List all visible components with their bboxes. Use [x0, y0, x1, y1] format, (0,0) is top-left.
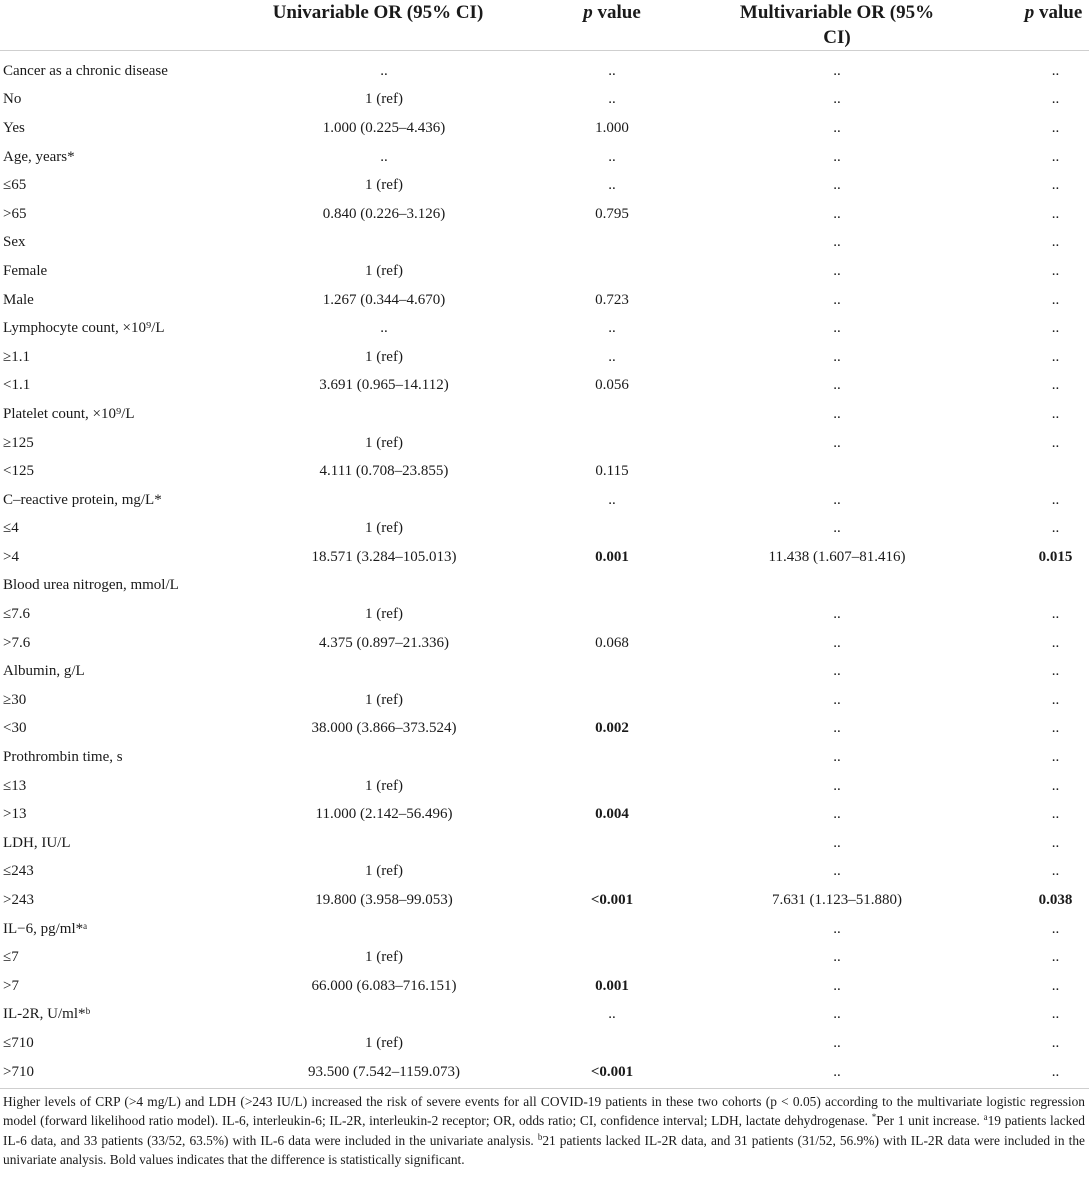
multivariable-or-cell: .. — [833, 663, 841, 680]
univariable-p-cell: 0.115 — [595, 463, 629, 480]
univariable-p-cell: .. — [608, 91, 616, 108]
table-row — [0, 915, 1089, 944]
univariable-p-cell — [506, 515, 706, 544]
multivariable-p-cell: .. — [1051, 663, 1060, 680]
univariable-p-cell: 0.001 — [595, 977, 629, 994]
univariable-or-cell: 11.000 (2.142–56.496) — [315, 806, 453, 823]
univariable-p-cell: .. — [608, 62, 616, 79]
table-row — [0, 171, 1089, 200]
row-label: >710 — [0, 1058, 250, 1089]
multivariable-or-cell: .. — [833, 320, 841, 337]
table-row — [0, 629, 1089, 658]
row-label: Cancer as a chronic disease — [3, 62, 168, 79]
univariable-p-cell: 1.000 — [595, 119, 629, 136]
header-variable — [0, 0, 250, 51]
header-univariable-or: Univariable OR (95% CI) — [250, 0, 506, 51]
multivariable-or-cell: .. — [833, 377, 841, 394]
univariable-p-cell: <0.001 — [506, 1058, 706, 1089]
multivariable-or-cell: .. — [833, 634, 841, 651]
univariable-p-cell: 0.004 — [595, 806, 629, 823]
multivariable-or-cell: .. — [833, 291, 841, 308]
table-row — [0, 1001, 1089, 1030]
univariable-p-cell — [506, 1029, 706, 1058]
univariable-p-cell — [506, 858, 706, 887]
table-row — [0, 314, 1089, 343]
table-row — [0, 286, 1089, 315]
table-row — [0, 86, 1089, 115]
multivariable-or-cell: .. — [833, 977, 841, 994]
row-label: >7.6 — [3, 634, 31, 651]
multivariable-p-cell: .. — [1051, 377, 1060, 394]
univariable-p-cell — [506, 572, 706, 601]
row-label: Age, years* — [3, 148, 75, 165]
univariable-p-cell — [506, 915, 706, 944]
row-label: ≤4 — [3, 520, 19, 537]
multivariable-p-cell: .. — [1051, 920, 1060, 937]
table-row — [0, 200, 1089, 229]
table-row — [0, 572, 1089, 601]
univariable-p-cell — [506, 743, 706, 772]
table-footnote — [3, 1092, 1085, 1170]
multivariable-or-cell: .. — [833, 720, 841, 737]
univariable-or-cell: 93.500 (7.542–1159.073) — [250, 1058, 506, 1089]
multivariable-p-cell: .. — [1051, 491, 1060, 508]
multivariable-or-cell: .. — [833, 491, 841, 508]
table-row — [0, 257, 1089, 286]
header-multivariable-or: Multivariable OR (95% CI) — [706, 0, 938, 51]
footnote-sup-star: * — [871, 1112, 877, 1123]
univariable-or-cell: 1.000 (0.225–4.436) — [322, 119, 446, 136]
table-row — [0, 486, 1089, 515]
univariable-or-cell: 1 (ref) — [365, 691, 403, 708]
multivariable-or-cell: .. — [833, 863, 841, 880]
row-label: Blood urea nitrogen, mmol/L — [3, 577, 179, 594]
multivariable-or-cell — [706, 572, 938, 601]
table-row — [0, 943, 1089, 972]
row-label: Platelet count, ×10⁹/L — [3, 405, 135, 422]
multivariable-p-cell: .. — [1051, 720, 1060, 737]
multivariable-or-cell: .. — [833, 205, 841, 222]
table-row — [0, 858, 1089, 887]
univariable-p-cell: 0.056 — [595, 377, 629, 394]
multivariable-p-cell: .. — [1051, 1006, 1060, 1023]
footnote-sup-a: a — [983, 1112, 988, 1123]
header-multivariable-p — [938, 0, 1089, 51]
univariable-or-cell — [250, 915, 506, 944]
row-label: ≤13 — [3, 777, 27, 794]
multivariable-or-cell: .. — [833, 91, 841, 108]
table-row — [0, 1058, 1089, 1089]
multivariable-p-cell: .. — [1051, 520, 1060, 537]
row-label: Albumin, g/L — [3, 663, 85, 680]
univariable-p-cell: .. — [608, 1006, 616, 1023]
header-p-rest: value — [1034, 2, 1083, 23]
multivariable-or-cell: .. — [833, 234, 841, 251]
multivariable-p-cell: .. — [1051, 119, 1060, 136]
univariable-p-cell: .. — [608, 177, 616, 194]
multivariable-or-cell: .. — [833, 1006, 841, 1023]
multivariable-p-cell: .. — [1051, 949, 1060, 966]
multivariable-p-cell: .. — [1051, 62, 1060, 79]
univariable-p-cell — [506, 600, 706, 629]
univariable-or-cell: 1 (ref) — [365, 262, 403, 279]
univariable-p-cell — [506, 429, 706, 458]
univariable-p-cell — [506, 257, 706, 286]
table-row — [0, 229, 1089, 258]
row-label: ≥30 — [3, 691, 27, 708]
row-label: ≥1.1 — [3, 348, 30, 365]
row-label: ≤710 — [3, 1034, 34, 1051]
univariable-p-cell: 0.795 — [595, 205, 629, 222]
row-label: ≤7 — [3, 949, 19, 966]
univariable-or-cell — [250, 1001, 506, 1030]
multivariable-p-cell: .. — [1051, 291, 1060, 308]
univariable-or-cell — [250, 743, 506, 772]
univariable-or-cell — [250, 657, 506, 686]
row-label: LDH, IU/L — [3, 834, 71, 851]
multivariable-or-cell: .. — [706, 1058, 938, 1089]
row-label: No — [3, 91, 22, 108]
row-label: ≥125 — [3, 434, 34, 451]
multivariable-p-cell — [938, 457, 1089, 486]
univariable-p-cell: 0.001 — [595, 548, 629, 565]
univariable-p-cell: 0.723 — [595, 291, 629, 308]
row-label: IL−6, pg/ml*ᵃ — [3, 920, 88, 937]
table-row — [0, 800, 1089, 829]
header-univariable-p — [506, 0, 706, 51]
univariable-or-cell: 1 (ref) — [365, 863, 403, 880]
table-header — [0, 0, 1089, 51]
multivariable-p-cell: .. — [1051, 262, 1060, 279]
multivariable-or-cell: .. — [833, 434, 841, 451]
table-row — [0, 657, 1089, 686]
footnote-text: 21 patients lacked IL-2R data, and 31 patients (31/52, 56.9%) with IL-2R data were included in the univariate analysis. Bold values indicates that the difference is statistically significant. — [3, 1132, 1085, 1168]
row-label: Sex — [3, 234, 26, 251]
footnote-text: Higher levels of CRP (>4 mg/L) and LDH (>243 IU/L) increased the risk of severe events for all COVID-19 patients in these two cohorts (p < 0.05) according to the multivariate logistic regression model (forward likelihood ratio model). IL-6, interleukin-6; IL-2R, interleukin-2 receptor; OR, odds ratio; CI, confidence interval; LDH, lactate dehydrogenase. — [3, 1094, 1085, 1129]
univariable-p-cell: .. — [608, 491, 616, 508]
table-row — [0, 600, 1089, 629]
row-label: >65 — [3, 205, 27, 222]
multivariable-or-cell: .. — [833, 920, 841, 937]
table-row — [0, 543, 1089, 572]
univariable-p-cell — [506, 943, 706, 972]
univariable-p-cell: 0.002 — [595, 720, 629, 737]
row-label: >243 — [3, 892, 34, 909]
univariable-or-cell: 0.840 (0.226–3.126) — [322, 205, 446, 222]
table-row — [0, 972, 1089, 1001]
multivariable-p-cell: .. — [1051, 634, 1060, 651]
multivariable-or-cell: .. — [833, 520, 841, 537]
row-label: ≤7.6 — [3, 606, 30, 623]
multivariable-or-cell — [706, 457, 938, 486]
row-label: Yes — [3, 119, 25, 136]
multivariable-p-cell: 0.038 — [1038, 892, 1073, 909]
multivariable-or-cell: .. — [833, 606, 841, 623]
univariable-p-cell — [506, 400, 706, 429]
footnote-sup-b: b — [537, 1131, 543, 1142]
row-label: C–reactive protein, mg/L* — [3, 491, 162, 508]
univariable-or-cell: .. — [380, 320, 388, 337]
table-row — [0, 829, 1089, 858]
univariable-or-cell: 1 (ref) — [365, 520, 403, 537]
univariable-or-cell: 19.800 (3.958–99.053) — [315, 892, 453, 909]
univariable-p-cell: .. — [608, 348, 616, 365]
univariable-p-cell — [506, 772, 706, 801]
multivariable-or-cell: .. — [833, 806, 841, 823]
table-row — [0, 143, 1089, 172]
table-row — [0, 457, 1089, 486]
multivariable-or-cell: .. — [833, 834, 841, 851]
univariable-or-cell — [250, 486, 506, 515]
table-row — [0, 343, 1089, 372]
multivariable-or-cell: .. — [833, 62, 841, 79]
multivariable-p-cell: .. — [1051, 1034, 1060, 1051]
row-label: <30 — [3, 720, 27, 737]
multivariable-or-cell: .. — [833, 148, 841, 165]
multivariable-p-cell: .. — [1051, 405, 1060, 422]
table-row — [0, 772, 1089, 801]
multivariable-or-cell: 11.438 (1.607–81.416) — [768, 548, 906, 565]
univariable-p-cell — [506, 686, 706, 715]
multivariable-or-cell: .. — [833, 949, 841, 966]
univariable-or-cell: 1 (ref) — [365, 91, 403, 108]
row-label: ≤243 — [3, 863, 34, 880]
table-row — [0, 886, 1089, 915]
header-p-italic: p — [1024, 2, 1035, 23]
univariable-or-cell: 1 (ref) — [365, 606, 403, 623]
univariable-or-cell: 66.000 (6.083–716.151) — [311, 977, 457, 994]
univariable-or-cell: 4.375 (0.897–21.336) — [319, 634, 449, 651]
row-label: <125 — [3, 463, 34, 480]
univariable-p-cell: .. — [608, 148, 616, 165]
univariable-or-cell — [250, 829, 506, 858]
multivariable-or-cell: .. — [833, 119, 841, 136]
table-row — [0, 686, 1089, 715]
row-label: >7 — [3, 977, 19, 994]
multivariable-or-cell: 7.631 (1.123–51.880) — [772, 892, 902, 909]
multivariable-or-cell: .. — [833, 348, 841, 365]
row-label: ≤65 — [3, 177, 27, 194]
univariable-or-cell: .. — [380, 148, 388, 165]
table-body — [0, 51, 1089, 1089]
multivariable-or-cell: .. — [833, 777, 841, 794]
univariable-p-cell: .. — [608, 320, 616, 337]
footnote-text: Per 1 unit increase. — [876, 1113, 984, 1129]
multivariable-p-cell: .. — [1051, 691, 1060, 708]
univariable-or-cell: 38.000 (3.866–373.524) — [311, 720, 457, 737]
multivariable-p-cell: .. — [938, 1058, 1089, 1089]
table-row — [0, 51, 1089, 86]
footnote-text: 19 patients lacked IL-6 data, and 33 patients (33/52, 63.5%) with IL-6 data were included in the univariate analysis. — [3, 1113, 1085, 1148]
multivariable-p-cell — [938, 572, 1089, 601]
univariable-or-cell: 1 (ref) — [365, 949, 403, 966]
univariable-or-cell: 18.571 (3.284–105.013) — [311, 548, 457, 565]
multivariable-p-cell: .. — [1051, 806, 1060, 823]
table-row — [0, 515, 1089, 544]
row-label: IL-2R, U/ml*ᵇ — [3, 1006, 91, 1023]
table-row — [0, 372, 1089, 401]
univariable-or-cell: 1.267 (0.344–4.670) — [322, 291, 446, 308]
row-label: >4 — [3, 548, 19, 565]
multivariable-p-cell: .. — [1051, 177, 1060, 194]
univariable-or-cell: 1 (ref) — [365, 777, 403, 794]
header-p-rest: value — [592, 2, 641, 23]
univariable-or-cell: 3.691 (0.965–14.112) — [319, 377, 449, 394]
multivariable-or-cell: .. — [833, 405, 841, 422]
univariable-or-cell: 1 (ref) — [365, 348, 403, 365]
row-label: <1.1 — [3, 377, 31, 394]
row-label: >13 — [3, 806, 27, 823]
multivariable-p-cell: .. — [1051, 606, 1060, 623]
multivariable-or-cell: .. — [833, 749, 841, 766]
univariable-p-cell — [506, 229, 706, 258]
multivariable-p-cell: .. — [1051, 234, 1060, 251]
multivariable-or-cell: .. — [833, 262, 841, 279]
table-row — [0, 429, 1089, 458]
row-label: Prothrombin time, s — [3, 749, 123, 766]
table-row — [0, 400, 1089, 429]
multivariable-or-cell: .. — [833, 1034, 841, 1051]
multivariable-p-cell: .. — [1051, 977, 1060, 994]
univariable-or-cell: 1 (ref) — [365, 434, 403, 451]
header-p-italic: p — [583, 2, 593, 23]
univariable-or-cell: 4.111 (0.708–23.855) — [319, 463, 449, 480]
univariable-or-cell: 1 (ref) — [365, 177, 403, 194]
table-row — [0, 743, 1089, 772]
univariable-or-cell — [250, 400, 506, 429]
multivariable-p-cell: 0.015 — [1038, 548, 1073, 565]
multivariable-p-cell: .. — [1051, 434, 1060, 451]
row-label: Lymphocyte count, ×10⁹/L — [3, 320, 165, 337]
multivariable-p-cell: .. — [1051, 320, 1060, 337]
univariable-or-cell — [250, 572, 506, 601]
univariable-or-cell: .. — [380, 62, 388, 79]
row-label: Male — [3, 291, 34, 308]
univariable-or-cell: 1 (ref) — [365, 1034, 403, 1051]
multivariable-p-cell: .. — [1051, 91, 1060, 108]
univariable-p-cell — [506, 657, 706, 686]
table-row — [0, 114, 1089, 143]
multivariable-p-cell: .. — [1051, 148, 1060, 165]
multivariable-p-cell: .. — [1051, 749, 1060, 766]
table-row — [0, 1029, 1089, 1058]
multivariable-or-cell: .. — [833, 177, 841, 194]
multivariable-p-cell: .. — [1051, 205, 1060, 222]
row-label: Female — [3, 262, 48, 279]
multivariable-p-cell: .. — [1051, 348, 1060, 365]
univariable-or-cell — [250, 229, 506, 258]
multivariable-p-cell: .. — [1051, 834, 1060, 851]
univariable-p-cell — [506, 829, 706, 858]
multivariable-or-cell: .. — [833, 691, 841, 708]
multivariable-p-cell: .. — [1051, 777, 1060, 794]
table-row — [0, 715, 1089, 744]
univariable-p-cell: <0.001 — [590, 892, 634, 909]
multivariable-p-cell: .. — [1051, 863, 1060, 880]
univariable-p-cell: 0.068 — [595, 634, 629, 651]
